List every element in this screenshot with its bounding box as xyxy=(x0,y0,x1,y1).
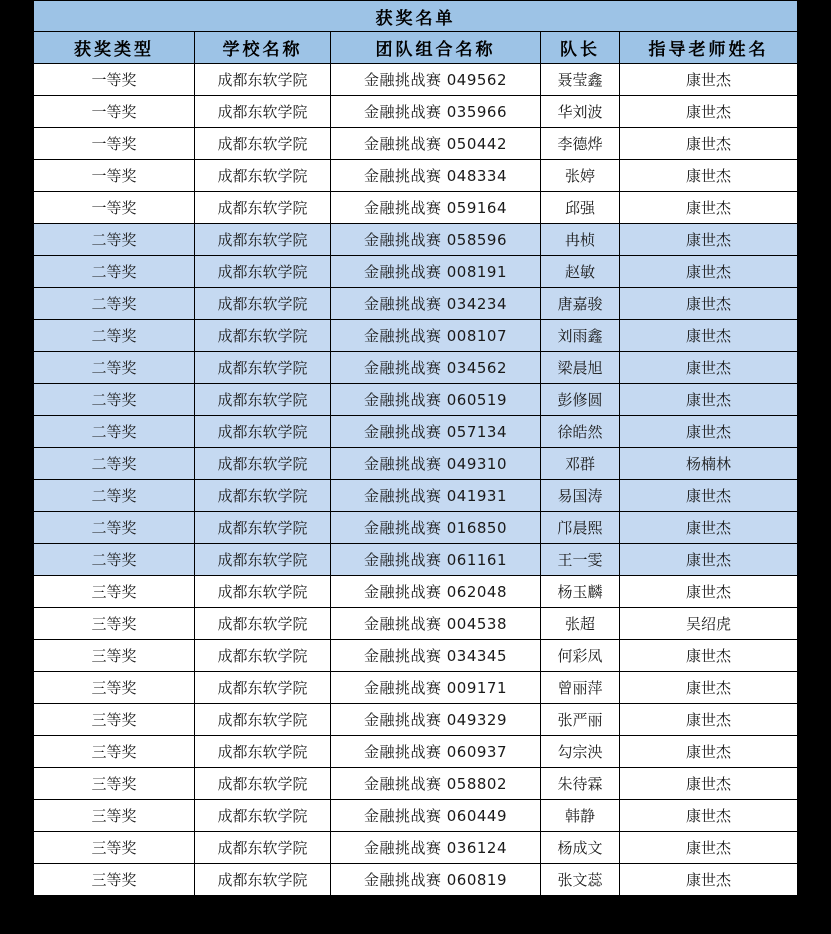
advisor-cell: 康世杰 xyxy=(620,672,798,704)
team-name-cell: 金融挑战赛 034345 xyxy=(331,640,541,672)
header-row xyxy=(34,32,798,64)
team-name-cell: 金融挑战赛 034562 xyxy=(331,352,541,384)
table-row xyxy=(34,416,798,448)
team-name-cell: 金融挑战赛 049562 xyxy=(331,64,541,96)
advisor-cell: 康世杰 xyxy=(620,192,798,224)
table-row xyxy=(34,320,798,352)
team-name-cell: 金融挑战赛 036124 xyxy=(331,832,541,864)
header-award-type: 获奖类型 xyxy=(34,32,195,64)
award-type-cell: 一等奖 xyxy=(34,192,195,224)
award-type-cell: 二等奖 xyxy=(34,288,195,320)
team-name-cell: 金融挑战赛 057134 xyxy=(331,416,541,448)
advisor-cell: 康世杰 xyxy=(620,544,798,576)
captain-cell: 聂莹鑫 xyxy=(541,64,620,96)
table-row xyxy=(34,544,798,576)
advisor-cell: 吴绍虎 xyxy=(620,608,798,640)
header-advisor: 指导老师姓名 xyxy=(620,32,798,64)
table-row xyxy=(34,768,798,800)
team-name-cell: 金融挑战赛 041931 xyxy=(331,480,541,512)
team-name-cell: 金融挑战赛 058802 xyxy=(331,768,541,800)
school-name-cell: 成都东软学院 xyxy=(195,608,331,640)
advisor-cell: 康世杰 xyxy=(620,128,798,160)
school-name-cell: 成都东软学院 xyxy=(195,576,331,608)
table-row xyxy=(34,704,798,736)
captain-cell: 徐皓然 xyxy=(541,416,620,448)
team-name-cell: 金融挑战赛 059164 xyxy=(331,192,541,224)
school-name-cell: 成都东软学院 xyxy=(195,640,331,672)
award-type-cell: 二等奖 xyxy=(34,512,195,544)
captain-cell: 彭修圆 xyxy=(541,384,620,416)
school-name-cell: 成都东软学院 xyxy=(195,96,331,128)
award-type-cell: 三等奖 xyxy=(34,736,195,768)
team-name-cell: 金融挑战赛 035966 xyxy=(331,96,541,128)
advisor-cell: 康世杰 xyxy=(620,576,798,608)
captain-cell: 冉桢 xyxy=(541,224,620,256)
team-name-cell: 金融挑战赛 060819 xyxy=(331,864,541,896)
award-type-cell: 三等奖 xyxy=(34,672,195,704)
captain-cell: 邝晨熙 xyxy=(541,512,620,544)
award-type-cell: 三等奖 xyxy=(34,608,195,640)
award-type-cell: 三等奖 xyxy=(34,640,195,672)
award-type-cell: 二等奖 xyxy=(34,224,195,256)
table-row xyxy=(34,256,798,288)
table-row xyxy=(34,736,798,768)
school-name-cell: 成都东软学院 xyxy=(195,768,331,800)
table-row xyxy=(34,800,798,832)
table-row xyxy=(34,832,798,864)
captain-cell: 曾丽萍 xyxy=(541,672,620,704)
award-type-cell: 一等奖 xyxy=(34,64,195,96)
team-name-cell: 金融挑战赛 008191 xyxy=(331,256,541,288)
advisor-cell: 康世杰 xyxy=(620,288,798,320)
school-name-cell: 成都东软学院 xyxy=(195,800,331,832)
table-row xyxy=(34,480,798,512)
advisor-cell: 康世杰 xyxy=(620,256,798,288)
school-name-cell: 成都东软学院 xyxy=(195,512,331,544)
advisor-cell: 康世杰 xyxy=(620,704,798,736)
title-row xyxy=(34,1,798,32)
table-row xyxy=(34,224,798,256)
advisor-cell: 康世杰 xyxy=(620,160,798,192)
advisor-cell: 康世杰 xyxy=(620,96,798,128)
school-name-cell: 成都东软学院 xyxy=(195,704,331,736)
captain-cell: 李德烨 xyxy=(541,128,620,160)
captain-cell: 王一雯 xyxy=(541,544,620,576)
school-name-cell: 成都东软学院 xyxy=(195,480,331,512)
team-name-cell: 金融挑战赛 049329 xyxy=(331,704,541,736)
advisor-cell: 康世杰 xyxy=(620,512,798,544)
school-name-cell: 成都东软学院 xyxy=(195,192,331,224)
captain-cell: 唐嘉骏 xyxy=(541,288,620,320)
school-name-cell: 成都东软学院 xyxy=(195,736,331,768)
team-name-cell: 金融挑战赛 009171 xyxy=(331,672,541,704)
table-row xyxy=(34,640,798,672)
captain-cell: 华刘波 xyxy=(541,96,620,128)
table-row xyxy=(34,352,798,384)
advisor-cell: 康世杰 xyxy=(620,640,798,672)
captain-cell: 易国涛 xyxy=(541,480,620,512)
advisor-cell: 康世杰 xyxy=(620,832,798,864)
award-type-cell: 三等奖 xyxy=(34,864,195,896)
header-school-name: 学校名称 xyxy=(195,32,331,64)
team-name-cell: 金融挑战赛 060449 xyxy=(331,800,541,832)
school-name-cell: 成都东软学院 xyxy=(195,544,331,576)
award-type-cell: 二等奖 xyxy=(34,480,195,512)
captain-cell: 赵敏 xyxy=(541,256,620,288)
team-name-cell: 金融挑战赛 048334 xyxy=(331,160,541,192)
table-row xyxy=(34,128,798,160)
advisor-cell: 康世杰 xyxy=(620,384,798,416)
captain-cell: 邱强 xyxy=(541,192,620,224)
table-body xyxy=(34,64,798,896)
team-name-cell: 金融挑战赛 060937 xyxy=(331,736,541,768)
award-type-cell: 一等奖 xyxy=(34,96,195,128)
captain-cell: 杨成文 xyxy=(541,832,620,864)
advisor-cell: 康世杰 xyxy=(620,864,798,896)
award-type-cell: 三等奖 xyxy=(34,832,195,864)
table-row xyxy=(34,576,798,608)
school-name-cell: 成都东软学院 xyxy=(195,224,331,256)
award-type-cell: 三等奖 xyxy=(34,576,195,608)
award-type-cell: 二等奖 xyxy=(34,416,195,448)
school-name-cell: 成都东软学院 xyxy=(195,64,331,96)
award-type-cell: 二等奖 xyxy=(34,320,195,352)
table-row xyxy=(34,512,798,544)
captain-cell: 张超 xyxy=(541,608,620,640)
advisor-cell: 康世杰 xyxy=(620,768,798,800)
table-row xyxy=(34,448,798,480)
school-name-cell: 成都东软学院 xyxy=(195,256,331,288)
table-row xyxy=(34,160,798,192)
table-row xyxy=(34,288,798,320)
advisor-cell: 康世杰 xyxy=(620,736,798,768)
school-name-cell: 成都东软学院 xyxy=(195,320,331,352)
school-name-cell: 成都东软学院 xyxy=(195,416,331,448)
school-name-cell: 成都东软学院 xyxy=(195,128,331,160)
award-type-cell: 一等奖 xyxy=(34,160,195,192)
captain-cell: 何彩凤 xyxy=(541,640,620,672)
school-name-cell: 成都东软学院 xyxy=(195,864,331,896)
team-name-cell: 金融挑战赛 008107 xyxy=(331,320,541,352)
captain-cell: 刘雨鑫 xyxy=(541,320,620,352)
award-type-cell: 三等奖 xyxy=(34,704,195,736)
captain-cell: 朱待霖 xyxy=(541,768,620,800)
table-title: 获奖名单 xyxy=(34,1,798,32)
table-row xyxy=(34,672,798,704)
captain-cell: 张婷 xyxy=(541,160,620,192)
advisor-cell: 康世杰 xyxy=(620,64,798,96)
team-name-cell: 金融挑战赛 034234 xyxy=(331,288,541,320)
captain-cell: 张严丽 xyxy=(541,704,620,736)
advisor-cell: 杨楠林 xyxy=(620,448,798,480)
advisor-cell: 康世杰 xyxy=(620,224,798,256)
advisor-cell: 康世杰 xyxy=(620,416,798,448)
table-row xyxy=(34,192,798,224)
school-name-cell: 成都东软学院 xyxy=(195,672,331,704)
captain-cell: 邓群 xyxy=(541,448,620,480)
school-name-cell: 成都东软学院 xyxy=(195,448,331,480)
team-name-cell: 金融挑战赛 016850 xyxy=(331,512,541,544)
school-name-cell: 成都东软学院 xyxy=(195,384,331,416)
advisor-cell: 康世杰 xyxy=(620,320,798,352)
advisor-cell: 康世杰 xyxy=(620,800,798,832)
team-name-cell: 金融挑战赛 061161 xyxy=(331,544,541,576)
award-type-cell: 二等奖 xyxy=(34,256,195,288)
captain-cell: 杨玉麟 xyxy=(541,576,620,608)
school-name-cell: 成都东软学院 xyxy=(195,832,331,864)
award-type-cell: 二等奖 xyxy=(34,384,195,416)
award-list-sheet xyxy=(33,0,797,896)
school-name-cell: 成都东软学院 xyxy=(195,288,331,320)
advisor-cell: 康世杰 xyxy=(620,352,798,384)
captain-cell: 梁晨旭 xyxy=(541,352,620,384)
award-type-cell: 三等奖 xyxy=(34,768,195,800)
captain-cell: 勾宗泱 xyxy=(541,736,620,768)
award-table xyxy=(33,0,798,896)
award-type-cell: 三等奖 xyxy=(34,800,195,832)
table-row xyxy=(34,64,798,96)
team-name-cell: 金融挑战赛 004538 xyxy=(331,608,541,640)
table-row xyxy=(34,608,798,640)
school-name-cell: 成都东软学院 xyxy=(195,160,331,192)
captain-cell: 韩静 xyxy=(541,800,620,832)
team-name-cell: 金融挑战赛 049310 xyxy=(331,448,541,480)
table-row xyxy=(34,864,798,896)
team-name-cell: 金融挑战赛 060519 xyxy=(331,384,541,416)
award-type-cell: 二等奖 xyxy=(34,544,195,576)
award-type-cell: 一等奖 xyxy=(34,128,195,160)
table-row xyxy=(34,384,798,416)
captain-cell: 张文蕊 xyxy=(541,864,620,896)
school-name-cell: 成都东软学院 xyxy=(195,352,331,384)
team-name-cell: 金融挑战赛 050442 xyxy=(331,128,541,160)
header-captain: 队长 xyxy=(541,32,620,64)
team-name-cell: 金融挑战赛 058596 xyxy=(331,224,541,256)
award-type-cell: 二等奖 xyxy=(34,352,195,384)
advisor-cell: 康世杰 xyxy=(620,480,798,512)
table-row xyxy=(34,96,798,128)
award-type-cell: 二等奖 xyxy=(34,448,195,480)
header-team-name: 团队组合名称 xyxy=(331,32,541,64)
team-name-cell: 金融挑战赛 062048 xyxy=(331,576,541,608)
